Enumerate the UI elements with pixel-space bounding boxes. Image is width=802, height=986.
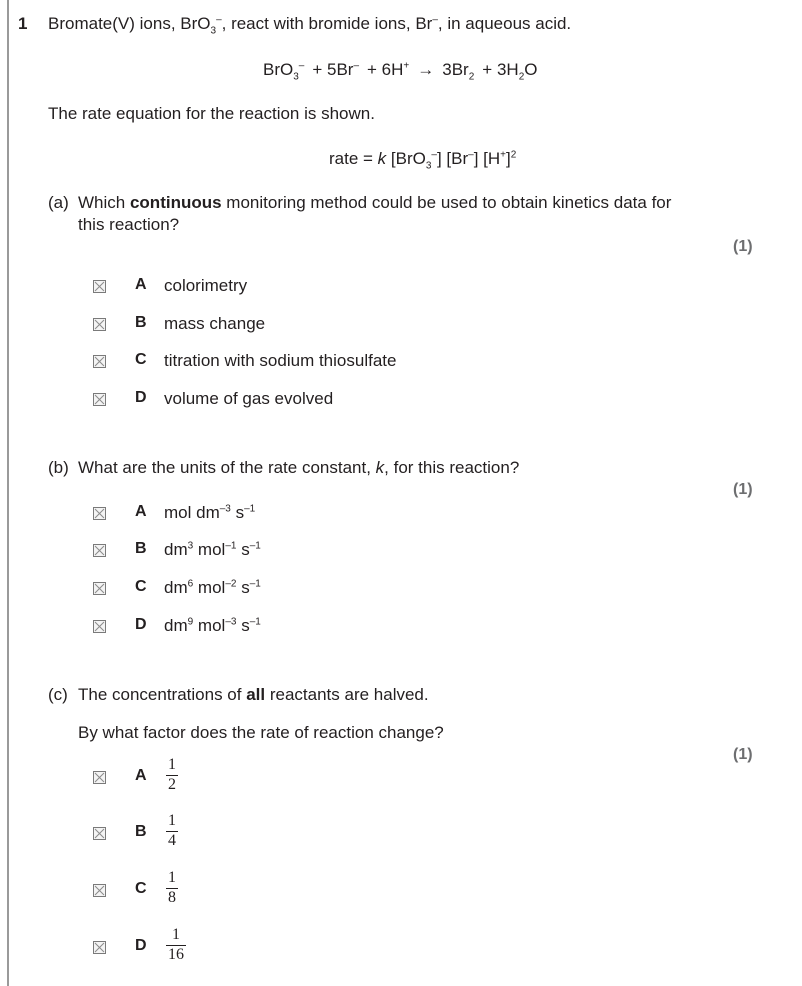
checkbox-icon[interactable]: [93, 318, 106, 331]
question-number: 1: [18, 14, 28, 33]
part-b-marks: (1): [733, 481, 753, 498]
option-letter: A: [135, 503, 147, 520]
checkbox-icon[interactable]: [93, 507, 106, 520]
option-fraction: 1 2: [168, 756, 176, 793]
part-c-label: (c): [48, 685, 68, 704]
checkbox-icon[interactable]: [93, 771, 106, 784]
left-margin-rule: [7, 0, 9, 986]
option-letter: D: [135, 389, 147, 406]
option-text: volume of gas evolved: [164, 389, 334, 408]
option-letter: C: [135, 880, 147, 897]
checkbox-icon[interactable]: [93, 884, 106, 897]
rate-intro-text: The rate equation for the reaction is shown.: [48, 104, 375, 123]
option-units: $dm^9$ mol$^{-3}$ $s^{-1}$: [164, 616, 261, 635]
option-text: titration with sodium thiosulfate: [164, 351, 397, 370]
option-text: colorimetry: [164, 276, 248, 295]
part-a-question: Which continuous monitoring method could be used to obtain kinetics data for: [78, 193, 672, 212]
checkbox-icon[interactable]: [93, 280, 106, 293]
option-letter: B: [135, 823, 147, 840]
part-c-marks: (1): [733, 746, 753, 763]
option-fraction: 1 16: [168, 926, 184, 963]
option-fraction: 1 4: [168, 812, 176, 849]
option-units: mol $dm^{-3}$ $s^{-1}$: [164, 503, 256, 522]
option-letter: C: [135, 578, 147, 595]
reaction-arrow: →: [417, 60, 435, 79]
option-units: $dm^6$ mol$^{-2}$ $s^{-1}$: [164, 578, 261, 597]
part-a-question-line2: this reaction?: [78, 215, 180, 234]
option-letter: D: [135, 937, 147, 954]
part-a-marks: (1): [733, 238, 753, 255]
option-letter: A: [135, 276, 147, 293]
checkbox-icon[interactable]: [93, 582, 106, 595]
option-text: mass change: [164, 314, 266, 333]
option-letter: B: [135, 314, 147, 331]
chemical-equation: $BrO_3^- + 5Br^- + 6H^+ \to 3Br_2 + 3H_2O$: [263, 60, 538, 83]
option-units: $dm^3$ mol$^{-1}$ $s^{-1}$: [164, 540, 261, 559]
part-c-question-line2: By what factor does the rate of reaction change?: [78, 723, 444, 742]
checkbox-icon[interactable]: [93, 544, 106, 557]
option-letter: C: [135, 351, 147, 368]
option-fraction: 1 8: [168, 869, 176, 906]
part-b-label: (b): [48, 458, 69, 477]
checkbox-icon[interactable]: [93, 827, 106, 840]
checkbox-icon[interactable]: [93, 355, 106, 368]
checkbox-icon[interactable]: [93, 393, 106, 406]
rate-equation: rate = k [BrO$_3$–] [Br–] $[H^+]^2$: [329, 149, 517, 172]
part-c-question: The concentrations of all reactants are halved.: [78, 685, 429, 704]
option-letter: D: [135, 616, 147, 633]
checkbox-icon[interactable]: [93, 941, 106, 954]
part-a-label: (a): [48, 193, 69, 212]
option-letter: A: [135, 767, 147, 784]
question-intro: Bromate(V) ions, BrO$_3$–, react with bromide ions, Br–, in aqueous acid.: [48, 14, 572, 37]
option-letter: B: [135, 540, 147, 557]
part-b-question: What are the units of the rate constant, k, for this reaction?: [78, 458, 520, 477]
checkbox-icon[interactable]: [93, 620, 106, 633]
